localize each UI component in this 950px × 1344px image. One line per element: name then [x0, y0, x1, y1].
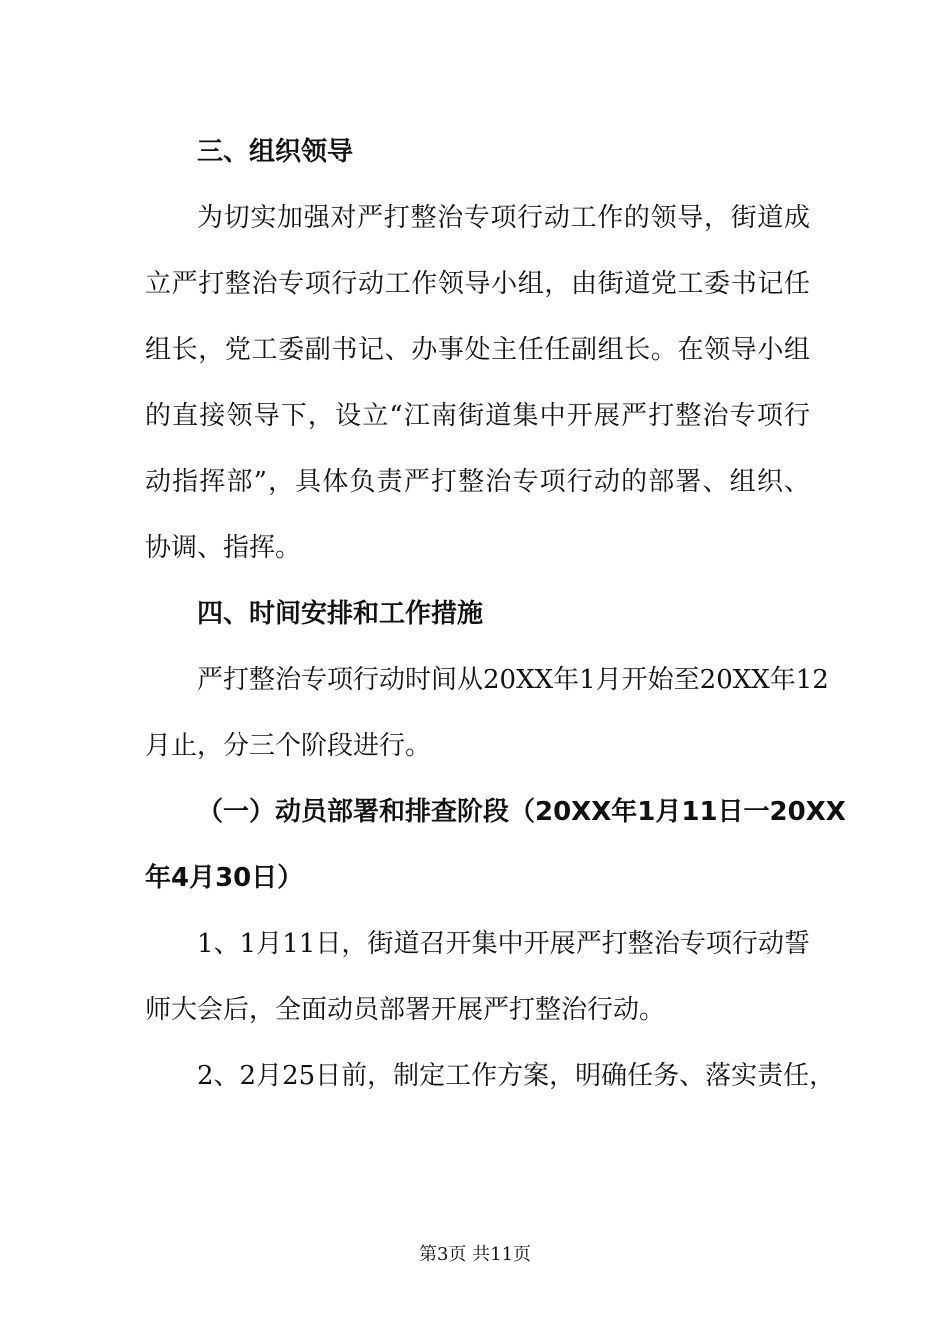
section-heading-organization: 三、组织领导: [197, 137, 354, 167]
paragraph-line: 协调、指挥。: [145, 533, 302, 563]
paragraph-line: 1、1月11日，街道召开集中开展严打整治专项行动誓: [197, 929, 810, 959]
subsection-heading-stage-one: （一）动员部署和排查阶段（20XX年1月11日一20XX: [197, 797, 846, 827]
page-number-footer: 第3页 共11页: [418, 1244, 532, 1265]
subsection-heading-stage-one-cont: 年4月30日）: [145, 863, 304, 893]
section-heading-schedule: 四、时间安排和工作措施: [197, 599, 484, 629]
paragraph-line: 的直接领导下，设立“江南街道集中开展严打整治专项行: [145, 401, 810, 431]
paragraph-line: 动指挥部”，具体负责严打整治专项行动的部署、组织、: [145, 467, 810, 497]
paragraph-line: 组长，党工委副书记、办事处主任任副组长。在领导小组: [145, 335, 810, 365]
paragraph-line: 立严打整治专项行动工作领导小组，由街道党工委书记任: [145, 269, 810, 299]
paragraph-line: 2、2月25日前，制定工作方案，明确任务、落实责任，: [197, 1061, 836, 1091]
paragraph-line: 严打整治专项行动时间从20XX年1月开始至20XX年12: [197, 665, 829, 695]
paragraph-line: 为切实加强对严打整治专项行动工作的领导，街道成: [197, 203, 810, 233]
paragraph-line: 师大会后，全面动员部署开展严打整治行动。: [145, 995, 666, 1025]
paragraph-line: 月止，分三个阶段进行。: [145, 731, 432, 761]
